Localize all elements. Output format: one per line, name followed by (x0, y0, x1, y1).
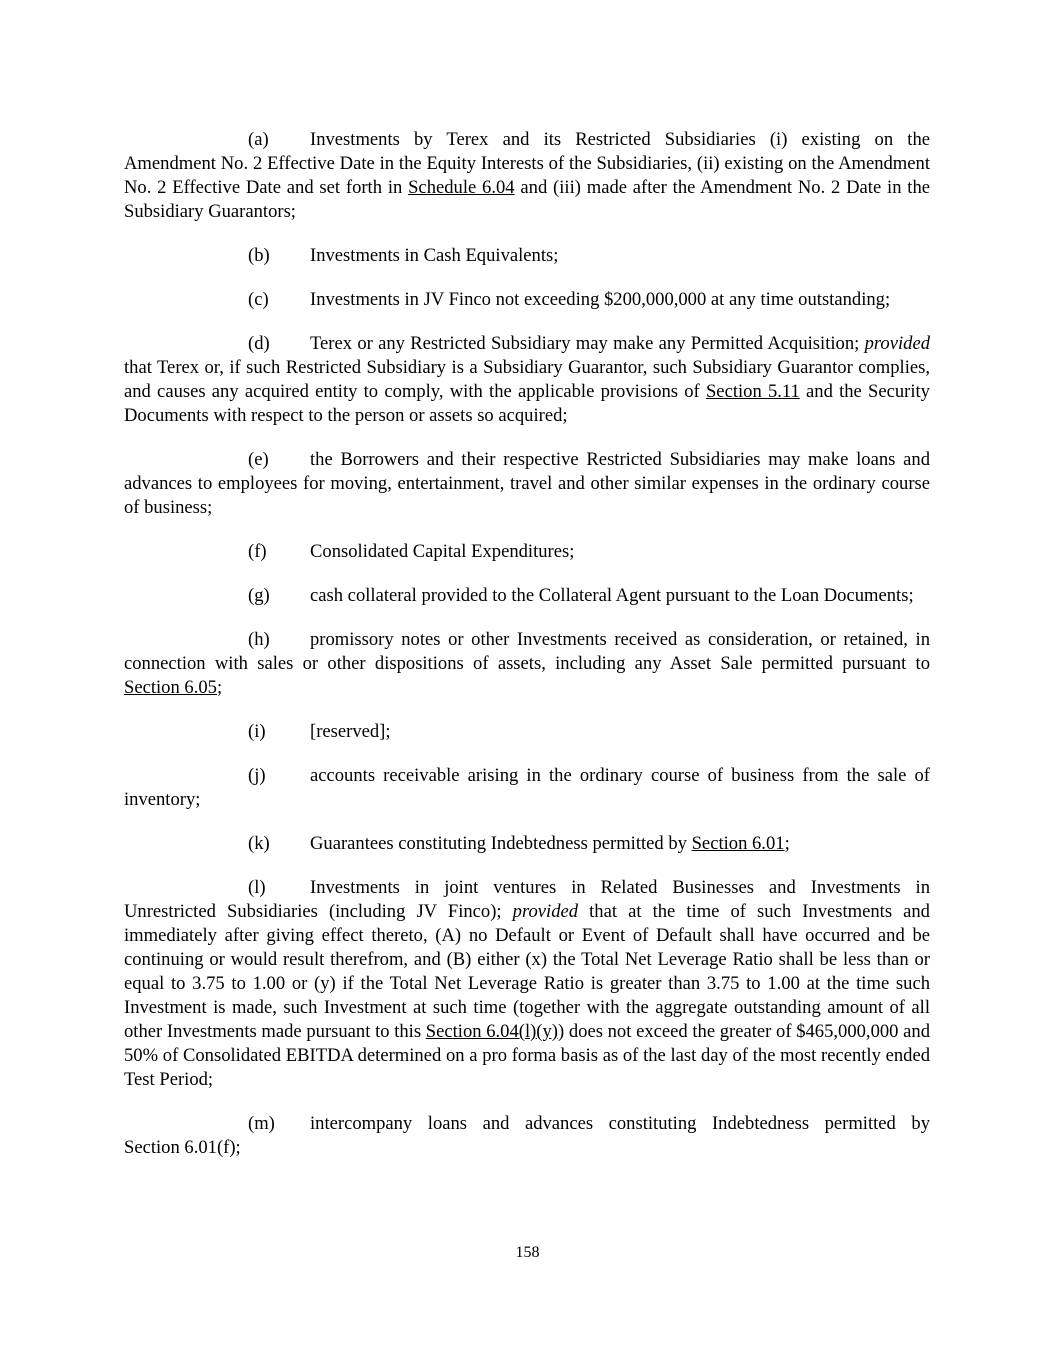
clause-text: cash collateral provided to the Collateral Agent pursuant to the Loan Documents; (310, 585, 914, 606)
clause-paragraph (124, 1112, 930, 1160)
clause-paragraph (124, 832, 930, 856)
clause-label: (e) (248, 449, 269, 470)
clause-label: (g) (248, 585, 270, 606)
clause-paragraph (124, 764, 930, 812)
clause-label: (d) (248, 333, 270, 354)
cross-reference-link: Section 5.11 (705, 381, 800, 402)
clause-text: that at the time of such Investments and immediately after giving effect thereto, (A) no Default or Event of Default shall have occurred and be continuing or would result therefrom, and (B) either (x) the Total Net Leverage Ratio shall be less than or equal to 3.75 to 1.00 or (y) if the Total Net Leverage Ratio is greater than 3.75 to 1.00 at the time such Investment is made, such Investment at such time (together with the aggregate outstanding amount of all other Investments made pursuant to this (124, 901, 930, 1042)
clause-label: (l) (248, 877, 266, 898)
clause-paragraph (124, 876, 930, 1092)
cross-reference-link: Section 6.04(l)(y) (425, 1021, 558, 1042)
clause-paragraph (124, 448, 930, 520)
clause-text: Terex or any Restricted Subsidiary may make any Permitted Acquisition; (310, 333, 865, 354)
clause-text: Guarantees constituting Indebtedness permitted by (310, 833, 692, 854)
clause-label: (b) (248, 245, 270, 266)
clause-text: and (iii) made after the Amendment No. 2 Date in the Subsidiary Guarantors; (124, 177, 931, 222)
clause-paragraph (124, 628, 930, 700)
clause-label: (a) (248, 129, 269, 150)
clause-text: accounts receivable arising in the ordinary course of business from the sale of inventory; (124, 765, 930, 810)
emphasis-text: provided (864, 333, 930, 354)
clause-paragraph (124, 720, 930, 744)
clause-paragraph (124, 540, 930, 564)
clause-label: (c) (248, 289, 269, 310)
cross-reference-link: Section 6.01 (691, 833, 785, 854)
clause-text: Investments in Cash Equivalents; (310, 245, 559, 266)
clause-label: (i) (248, 721, 266, 742)
cross-reference-link: Schedule 6.04 (408, 177, 515, 198)
clause-text: and the Security Documents with respect to the person or assets so acquired; (124, 381, 930, 426)
clause-text: promissory notes or other Investments received as consideration, or retained, in connection with sales or other dispositions of assets, including any Asset Sale permitted pursuant to (124, 629, 930, 674)
clause-text: intercompany loans and advances constituting Indebtedness permitted by Section 6.01(f); (124, 1113, 930, 1158)
cross-reference-link: Section 6.05 (124, 677, 217, 698)
page-number: 158 (515, 1244, 540, 1261)
clause-text: Consolidated Capital Expenditures; (310, 541, 575, 562)
emphasis-text: provided (512, 901, 579, 922)
clause-paragraph (124, 584, 930, 608)
clause-text: ; (784, 833, 790, 854)
clause-paragraph (124, 332, 930, 428)
clause-text: the Borrowers and their respective Restricted Subsidiaries may make loans and advances to employees for moving, entertainment, travel and other similar expenses in the ordinary course of business; (124, 449, 930, 518)
clause-text: Investments by Terex and its Restricted Subsidiaries (i) existing on the Amendment No. 2 Effective Date in the Equity Interests of the Subsidiaries, (ii) existing on the Amendment No. 2 Effective Date and set forth in (124, 129, 930, 198)
clause-text: Investments in JV Finco not exceeding $200,000,000 at any time outstanding; (310, 289, 891, 310)
clause-text: ; (216, 677, 223, 698)
clause-label: (f) (248, 541, 267, 562)
clause-label: (m) (248, 1113, 275, 1134)
clause-text: ) does not exceed the greater of $465,000,000 and 50% of Consolidated EBITDA determined on a pro forma basis as of the last day of the most recently ended Test Period; (124, 1021, 930, 1090)
clause-paragraph (124, 288, 930, 312)
clause-label: (k) (248, 833, 270, 854)
clause-list (124, 128, 930, 1160)
document-page (124, 128, 930, 1180)
clause-paragraph (124, 128, 930, 224)
clause-label: (j) (248, 765, 266, 786)
clause-label: (h) (248, 629, 270, 650)
clause-text: that Terex or, if such Restricted Subsidiary is a Subsidiary Guarantor, such Subsidiary Guarantor complies, and causes any acquired entity to comply, with the applicable provisions of (124, 357, 930, 402)
clause-paragraph (124, 244, 930, 268)
clause-text: [reserved]; (310, 721, 391, 742)
clause-text: Investments in joint ventures in Related Businesses and Investments in Unrestricted Subsidiaries (including JV Finco); (124, 877, 930, 922)
